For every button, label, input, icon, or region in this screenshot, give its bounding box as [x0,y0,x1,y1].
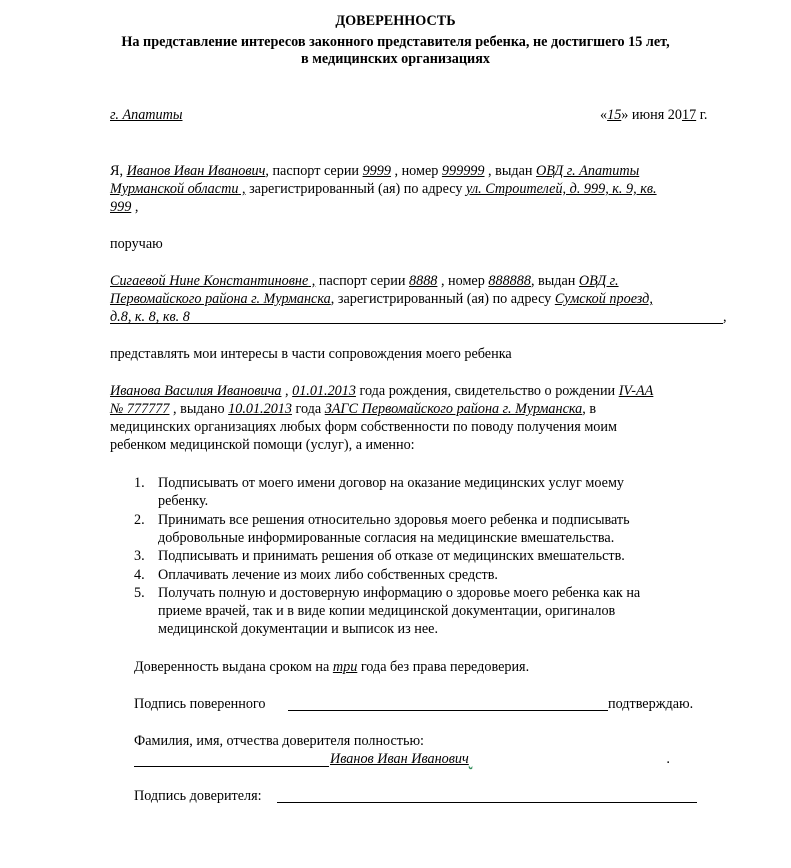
agent-signature-label: Подпись поверенного [134,696,266,712]
agent-passport-series: 8888 [409,273,438,289]
list-item-1-line-1: Подписывать от моего имени договор на оказание медицинских услуг моему [158,475,625,491]
principal-signature-line[interactable] [277,802,697,803]
document-subtitle-line1: На представление интересов законного представителя ребенка, не достигшего 15 лет, [121,34,670,50]
list-item-3-line-1: Подписывать и принимать решения об отказе от медицинских вмешательств. [158,548,625,564]
list-item-5-number: 5. [134,585,145,601]
principal-fullname-label: Фамилия, имя, отчества доверителя полностью: [134,733,424,749]
principal-address-2: 999 [110,199,132,215]
list-item-5-line-1: Получать полную и достоверную информацию о здоровье моего ребенка как на [158,585,641,601]
principal-line-3: 999 , [110,199,139,215]
principal-address-1: ул. Строителей, д. 999, к. 9, кв. [466,181,657,197]
principal-line-1: Я, Иванов Иван Иванович, паспорт серии 9999 , номер 999999 , выдан ОВД г. Апатиты [110,163,640,179]
entrust-word: поручаю [110,236,163,252]
document-date: «15» июня 2017 г. [600,107,708,123]
child-line-4: ребенком медицинской помощи (услуг), а именно: [110,437,415,453]
place-city: г. Апатиты [110,107,183,123]
date-day: 15 [607,107,622,123]
child-line-1: Иванова Василия Ивановича , 01.01.2013 года рождения, свидетельство о рождении IV-АА [110,383,654,399]
document-subtitle-line2: в медицинских организациях [301,51,490,67]
agent-address-underline [110,323,723,324]
child-line-3: медицинских организациях любых форм собственности по поводу получения моим [110,419,617,435]
child-name: Иванова Василия Ивановича [110,383,282,399]
agent-issued-by-1: ОВД г. [578,273,619,289]
principal-passport-number: 999999 [441,163,485,179]
document-title: ДОВЕРЕННОСТЬ [335,13,456,29]
list-item-2-line-2: добровольные информированные согласия на медицинские вмешательства. [158,530,615,546]
child-line-2: № 777777 , выдано 10.01.2013 года ЗАГС Первомайского района г. Мурманска, в [110,401,597,417]
agent-line-1: Сигаевой Нине Константиновне , паспорт серии 8888 , номер 888888, выдан ОВД г. [110,273,619,289]
agent-issued-by-2: Первомайского района г. Мурманска [110,291,331,307]
principal-issued-by-2: Мурманской области [110,181,239,197]
child-issue-date: 10.01.2013 [228,401,292,417]
principal-name: Иванов Иван Иванович [126,163,266,179]
validity-term: три [332,659,358,675]
list-item-4-number: 4. [134,567,145,583]
list-item-5-line-3: медицинской документации и выписок из нее. [158,621,439,637]
list-item-1-number: 1. [134,475,145,491]
agent-address-end: , [723,309,727,325]
list-item-1-line-2: ребенку. [158,493,209,509]
principal-passport-series: 9999 [362,163,391,179]
child-registry: ЗАГС Первомайского района г. Мурманска [324,401,583,417]
list-item-4-line-1: Оплачивать лечение из моих либо собственных средств. [158,567,498,583]
agent-signature-confirm: подтверждаю. [608,696,694,712]
child-cert-series: IV-АА [618,383,654,399]
list-item-3-number: 3. [134,548,145,564]
agent-passport-number: 888888 [488,273,531,289]
principal-signature-label: Подпись доверителя: [134,788,262,804]
agent-signature-line[interactable] [288,710,608,711]
principal-line-2: Мурманской области , зарегистрированный (ая) по адресу ул. Строителей, д. 999, к. 9, кв. [110,181,657,197]
agent-name: Сигаевой Нине Константиновне [110,273,309,289]
child-birth-date: 01.01.2013 [292,383,356,399]
list-item-2-line-1: Принимать все решения относительно здоровья моего ребенка и подписывать [158,512,630,528]
represent-text: представлять мои интересы в части сопровождения моего ребенка [110,346,512,362]
child-cert-number: № 777777 [110,401,170,417]
list-item-2-number: 2. [134,512,145,528]
principal-fullname-line-left [134,766,329,767]
date-year-suffix: 17 [681,107,697,123]
validity-text: Доверенность выдана сроком на три года без права передоверия. [134,659,530,675]
agent-address-2: д.8, к. 8, кв. 8 [110,309,190,325]
agent-address-1: Сумской проезд, [554,291,653,307]
agent-line-2: Первомайского района г. Мурманска, зарегистрированный (ая) по адресу Сумской проезд, [110,291,653,307]
principal-issued-by-1: ОВД г. Апатиты [536,163,640,179]
list-item-5-line-2: приеме врачей, так и в виде копии медицинской документации, оригиналов [158,603,616,619]
principal-fullname-value[interactable]: Иванов Иван Иванович . [330,751,671,767]
